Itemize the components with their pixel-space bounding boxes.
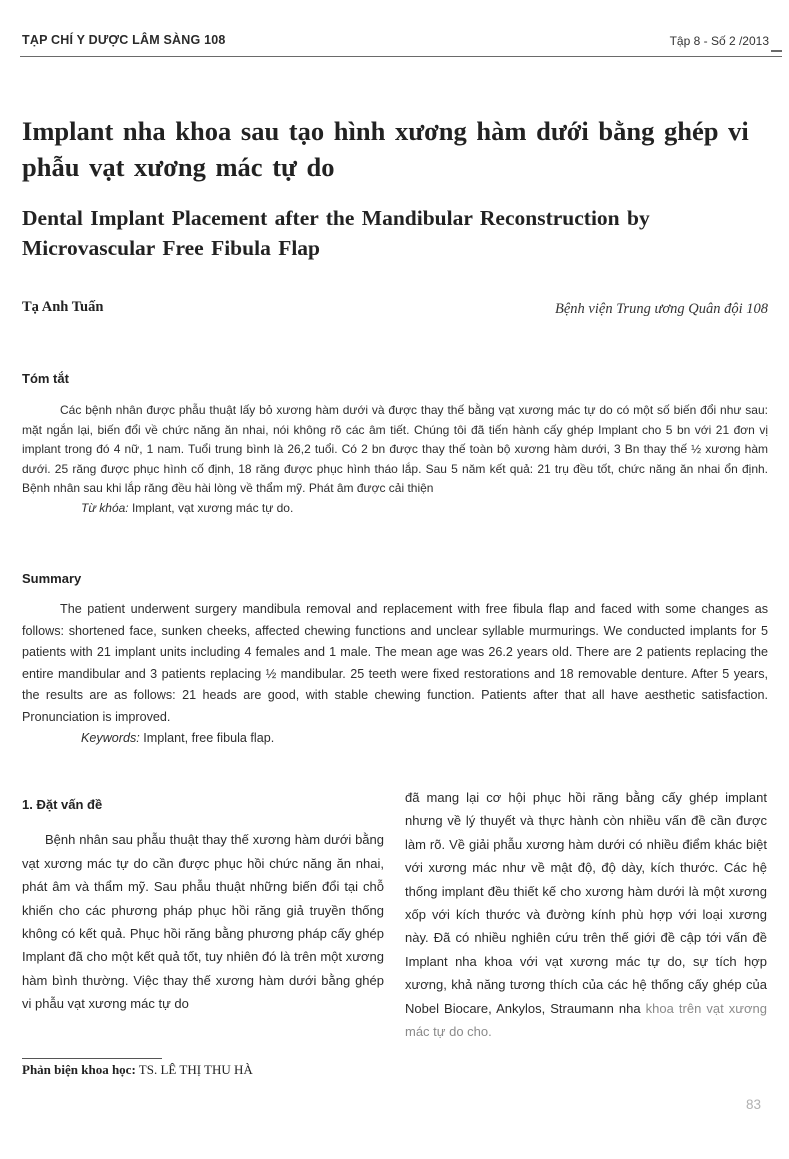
- abstract-en-text: The patient underwent surgery mandibula removal and replacement with free fibula flap and faced with some changes as follows: shortened face, sunken cheeks, affected chewing functions and unclear syllable murmurings. We conducted implants for 5 patients with 21 implant units including 4 females and 1 male. The mean age was 26.2 years old. There are 2 patients replacing the entire mandibular and 3 patients replacing ½ mandibular. 25 teeth were fixed restorations and 18 removable denture. After 5 years, the results are as follows: 21 heads are good, with stable chewing function. Patients after that all have aesthetic satisfaction. Pronunciation is improved.: [22, 602, 768, 724]
- abstract-vi-keywords: [22, 499, 768, 519]
- body-column-right: [405, 786, 767, 1043]
- body-text-right: đã mang lại cơ hội phục hồi răng bằng cấy ghép implant nhưng về lý thuyết và thực hành còn nhiều vấn đề cần được làm rõ. Về giải phẫu xương hàm dưới có nhiều điểm khác biệt với xương mác như về mật độ, độ dày, kích thước. Các hệ thống implant đều thiết kế cho xương hàm dưới là một xương xốp với kích thước và đường kính phù hợp với loại xương này. Đã có nhiều nghiên cứu trên thế giới đề cập tới vấn đề Implant nha khoa với vạt xương mác tự do, sự tích hợp xương, khả năng tương thích của các hệ thống cấy ghép của Nobel Biocare, Ankylos, Straumann nha: [405, 790, 767, 1016]
- abstract-vi-text: Các bệnh nhân được phẫu thuật lấy bỏ xương hàm dưới và được thay thế bằng vạt xương mác tự do có một số biến đổi như sau: mặt ngắn lại, biến đổi về chức năng ăn nhai, nói không rõ các âm tiết. Chúng tôi đã tiến hành cấy ghép Implant cho 5 bn với 21 đơn vị implant trong đó 4 nữ, 1 nam. Tuổi trung bình là 26,2 tuổi. Có 2 bn được thay thế toàn bộ xương hàm dưới, 3 Bn thay thế ½ xương hàm dưới. 25 răng được phục hình cố định, 18 răng được phục hình tháo lắp. Sau 5 năm kết quả: 21 trụ đều tốt, chức năng ăn nhai ổn định. Bệnh nhân sau khi lắp răng đều hài lòng về thẩm mỹ. Phát âm được cải thiện: [22, 403, 768, 495]
- page-number: 83: [746, 1097, 762, 1112]
- header-rule: [20, 56, 782, 57]
- title-vietnamese: Implant nha khoa sau tạo hình xương hàm dưới bằng ghép vi phẫu vạt xương mác tự do: [22, 116, 749, 182]
- body-column-left: [22, 793, 384, 1016]
- issue-info: Tập 8 - Số 2 /2013: [669, 34, 769, 48]
- abstract-en-keywords: [22, 728, 768, 750]
- keywords-vi-text: Implant, vạt xương mác tự do.: [128, 500, 294, 515]
- body-paragraph-left: Bệnh nhân sau phẫu thuật thay thế xương hàm dưới bằng vạt xương mác tự do cần được phục hồi chức năng ăn nhai, phát âm và thẩm mỹ. Sau phẫu thuật những biến đổi tại chỗ khiến cho các phương pháp phục hồi răng giả truyền thống không có kết quả. Phục hồi răng bằng phương pháp cấy ghép Implant đã cho một kết quả tốt, tuy nhiên đó là trên một xương hàm bình thường. Việc thay thế xương hàm dưới bằng ghép vi phẫu vạt xương mác tự do: [22, 832, 384, 1012]
- footnote-rule: [22, 1058, 162, 1059]
- reviewer-label: Phản biện khoa học:: [22, 1062, 136, 1077]
- reviewer-name: TS. LÊ THỊ THU HÀ: [135, 1062, 253, 1077]
- body-paragraph-right: [405, 786, 767, 1043]
- abstract-vi-heading: Tóm tắt: [22, 371, 69, 386]
- title-english: Dental Implant Placement after the Mandibular Reconstruction by Microvascular Free Fibula Flap: [22, 206, 650, 260]
- header-rule-tick: [771, 50, 782, 52]
- keywords-en-label: Keywords:: [81, 731, 140, 745]
- section-heading: 1. Đặt vấn đề: [22, 797, 103, 812]
- abstract-english: [22, 599, 768, 750]
- abstract-vietnamese: [22, 401, 768, 518]
- abstract-en-heading: Summary: [22, 571, 82, 586]
- keywords-vi-label: Từ khóa:: [81, 500, 129, 515]
- journal-name: TẠP CHÍ Y DƯỢC LÂM SÀNG 108: [22, 33, 226, 47]
- author-name: Tạ Anh Tuấn: [22, 299, 104, 315]
- body-text-right-faded: khoa trên vạt xương mác tự do cho.: [405, 1000, 767, 1040]
- keywords-en-text: Implant, free fibula flap.: [139, 731, 275, 745]
- author-affiliation: Bệnh viện Trung ương Quân đội 108: [555, 301, 768, 317]
- footnote-reviewer: [22, 1062, 253, 1078]
